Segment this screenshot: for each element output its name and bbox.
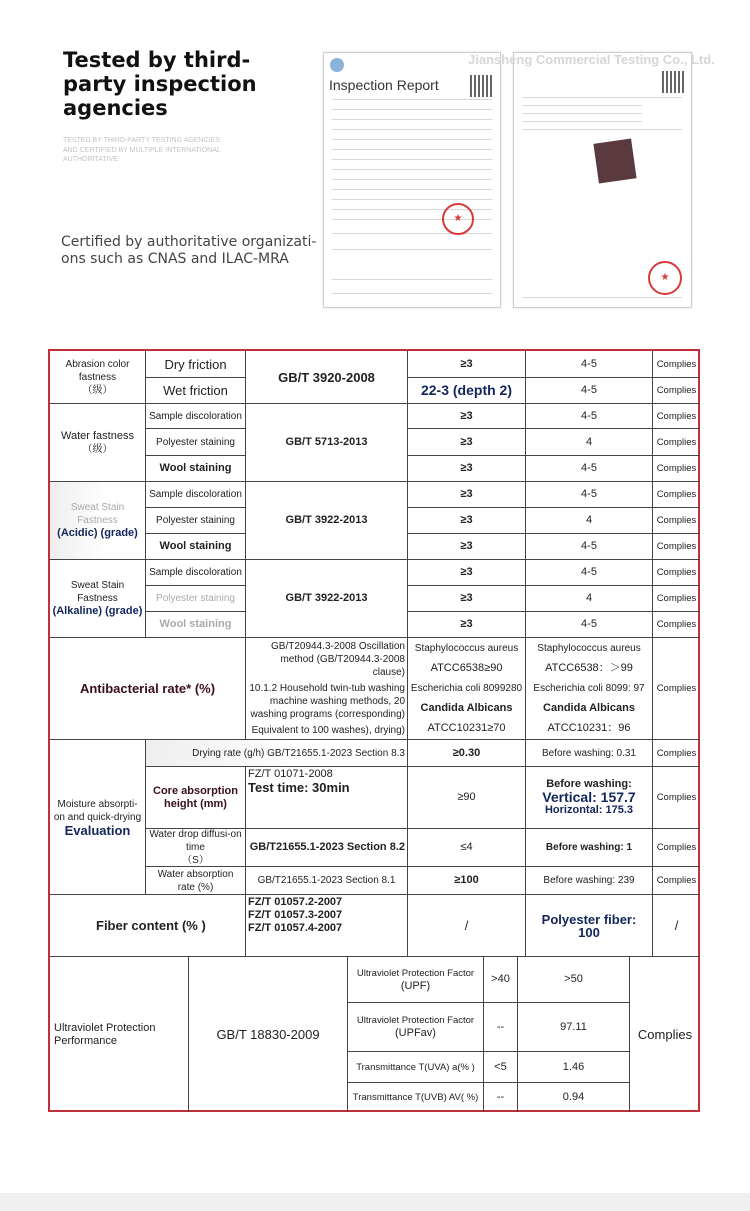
sweat-acidic-verdict: Complies [653,534,700,560]
uv-requirement: -- [484,1083,518,1112]
qr-code-icon [470,75,492,97]
sweat-alkaline-verdict: Complies [653,612,700,638]
sweat-acidic-result: 4-5 [526,534,653,560]
heading-subtext: TESTED BY THIRD-PARTY TESTING AGENCIES AND CERTIFIED BY MULTIPLE INTERNATIONAL AUTHORITATIVE [63,137,221,163]
uv-protection-standard: GB/T 18830-2009 [189,957,348,1112]
inspection-report-page-2 [513,52,692,308]
water-item: Polyester staining [146,429,246,456]
qr-code-icon [662,71,684,93]
sweat-acidic-requirement: ≥3 [408,482,526,508]
uv-requirement: >40 [484,957,518,1003]
antibacterial-method: GB/T20944.3-2008 Oscillation method (GB/T20944.3-2008 clause) 10.1.2 Household twin-tub washing machine washing methods, 20 washing programs (corresponding) Equivalent to 100 washes), drying) [246,638,408,740]
water-absorption-standard: GB/T21655.1-2023 Section 8.1 [246,867,408,895]
drying-rate-requirement: ≥0.30 [408,740,526,767]
sweat-alkaline-requirement: ≥3 [408,560,526,586]
antibacterial-result: Staphylococcus aureus ATCC6538：＞99 Escherichia coli 8099: 97 Candida Albicans ATCC10231：96 [526,638,653,740]
official-stamp-icon [442,203,474,235]
water-absorption-item: Water absorption rate (%) [146,867,246,895]
sweat-acidic-verdict: Complies [653,508,700,534]
fiber-content-result: Polyester fiber: 100 [526,895,653,957]
water-requirement: ≥3 [408,429,526,456]
sweat-acidic-item: Wool staining [146,534,246,560]
water-verdict: Complies [653,456,700,482]
abrasion-verdict: Complies [653,351,700,378]
sweat-acidic-requirement: ≥3 [408,534,526,560]
footer-band [0,1193,750,1211]
abrasion-requirement: ≥3 [408,351,526,378]
sweat-acidic-standard: GB/T 3922-2013 [246,482,408,560]
water-requirement: ≥3 [408,456,526,482]
sweat-acidic-item: Sample discoloration [146,482,246,508]
certification-note: Certified by authoritative organizati-ons such as CNAS and ILAC-MRA [61,234,317,267]
official-stamp-icon [648,261,682,295]
sweat-acidic-verdict: Complies [653,482,700,508]
antibacterial-requirement: Staphylococcus aureus ATCC6538≥90 Escherichia coli 8099280 Candida Albicans ATCC10231≥70 [408,638,526,740]
fiber-content-requirement: / [408,895,526,957]
inspection-report-page-1 [323,52,501,308]
uv-item: Transmittance T(UVB) AV( %) [348,1083,484,1112]
uv-item: Ultraviolet Protection Factor (UPFav) [348,1003,484,1052]
water-drop-item: Water drop diffusi-on time （S） [146,829,246,867]
uv-result: 97.11 [518,1003,630,1052]
water-drop-standard: GB/T21655.1-2023 Section 8.2 [246,829,408,867]
water-result: 4-5 [526,404,653,429]
moisture-label: Moisture absorpti-on and quick-drying Evaluation [50,740,146,895]
water-absorption-result: Before washing: 239 [526,867,653,895]
sweat-alkaline-label: Sweat Stain Fastness (Alkaline) (grade) [50,560,146,638]
water-verdict: Complies [653,429,700,456]
sweat-alkaline-result: 4-5 [526,612,653,638]
abrasion-result: 4-5 [526,351,653,378]
page-heading: Tested by third-party inspection agencies [63,48,257,120]
water-drop-result: Before washing: 1 [526,829,653,867]
sweat-alkaline-requirement: ≥3 [408,612,526,638]
report-title: Inspection Report [329,77,439,93]
water-absorption-verdict: Complies [653,867,700,895]
water-absorption-requirement: ≥100 [408,867,526,895]
abrasion-item: Wet friction [146,378,246,404]
antibacterial-verdict: Complies [653,638,700,740]
core-absorption-requirement: ≥90 [408,767,526,829]
core-absorption-item: Core absorption height (mm) [146,767,246,829]
uv-item: Ultraviolet Protection Factor (UPF) [348,957,484,1003]
sweat-alkaline-requirement: ≥3 [408,586,526,612]
water-drop-verdict: Complies [653,829,700,867]
sweat-acidic-label: Sweat Stain Fastness (Acidic) (grade) [50,482,146,560]
water-verdict: Complies [653,404,700,429]
core-absorption-result: Before washing: Vertical: 157.7 Horizontal: 175.3 [526,767,653,829]
core-absorption-standard: FZ/T 01071-2008 Test time: 30min [246,767,408,829]
sweat-acidic-requirement: ≥3 [408,508,526,534]
drying-rate-item: Drying rate (g/h) GB/T21655.1-2023 Section 8.3 [146,740,408,767]
abrasion-result: 4-5 [526,378,653,404]
sweat-alkaline-item: Polyester staining [146,586,246,612]
sweat-alkaline-result: 4 [526,586,653,612]
test-results-table [48,349,700,1112]
water-result: 4 [526,429,653,456]
uv-result: >50 [518,957,630,1003]
water-standard: GB/T 5713-2013 [246,404,408,482]
fiber-content-label: Fiber content (% ) [50,895,246,957]
agency-logo-icon [330,58,344,72]
uv-result: 1.46 [518,1052,630,1083]
uv-item: Transmittance T(UVA) a(% ) [348,1052,484,1083]
drying-rate-result: Before washing: 0.31 [526,740,653,767]
uv-verdict: Complies [637,1027,693,1042]
report-watermark: Jiansheng Commercial Testing Co., Ltd. [468,52,715,67]
abrasion-requirement: 22-3 (depth 2) [408,378,526,404]
uv-result: 0.94 [518,1083,630,1112]
sweat-acidic-result: 4-5 [526,482,653,508]
abrasion-label: Abrasion color fastness （级） [50,351,146,404]
sweat-alkaline-standard: GB/T 3922-2013 [246,560,408,638]
water-result: 4-5 [526,456,653,482]
antibacterial-label: Antibacterial rate* (%) [50,638,246,740]
uv-protection-label: Ultraviolet Protection Performance [50,957,189,1112]
sweat-acidic-result: 4 [526,508,653,534]
water-drop-requirement: ≤4 [408,829,526,867]
water-requirement: ≥3 [408,404,526,429]
core-absorption-verdict: Complies [653,767,700,829]
water-item: Wool staining [146,456,246,482]
fiber-content-standard: FZ/T 01057.2-2007 FZ/T 01057.3-2007 FZ/T 01057.4-2007 [246,895,408,957]
abrasion-verdict: Complies [653,378,700,404]
water-item: Sample discoloration [146,404,246,429]
abrasion-item: Dry friction [146,351,246,378]
sweat-alkaline-verdict: Complies [653,586,700,612]
fabric-sample-photo [593,139,636,184]
uv-requirement: <5 [484,1052,518,1083]
drying-rate-verdict: Complies [653,740,700,767]
sweat-acidic-item: Polyester staining [146,508,246,534]
fiber-content-verdict: / [653,895,700,957]
abrasion-standard: GB/T 3920-2008 [246,351,408,404]
sweat-alkaline-result: 4-5 [526,560,653,586]
sweat-alkaline-item: Sample discoloration [146,560,246,586]
sweat-alkaline-verdict: Complies [653,560,700,586]
uv-requirement: -- [484,1003,518,1052]
water-fastness-label: Water fastness （级） [50,404,146,482]
sweat-alkaline-item: Wool staining [146,612,246,638]
